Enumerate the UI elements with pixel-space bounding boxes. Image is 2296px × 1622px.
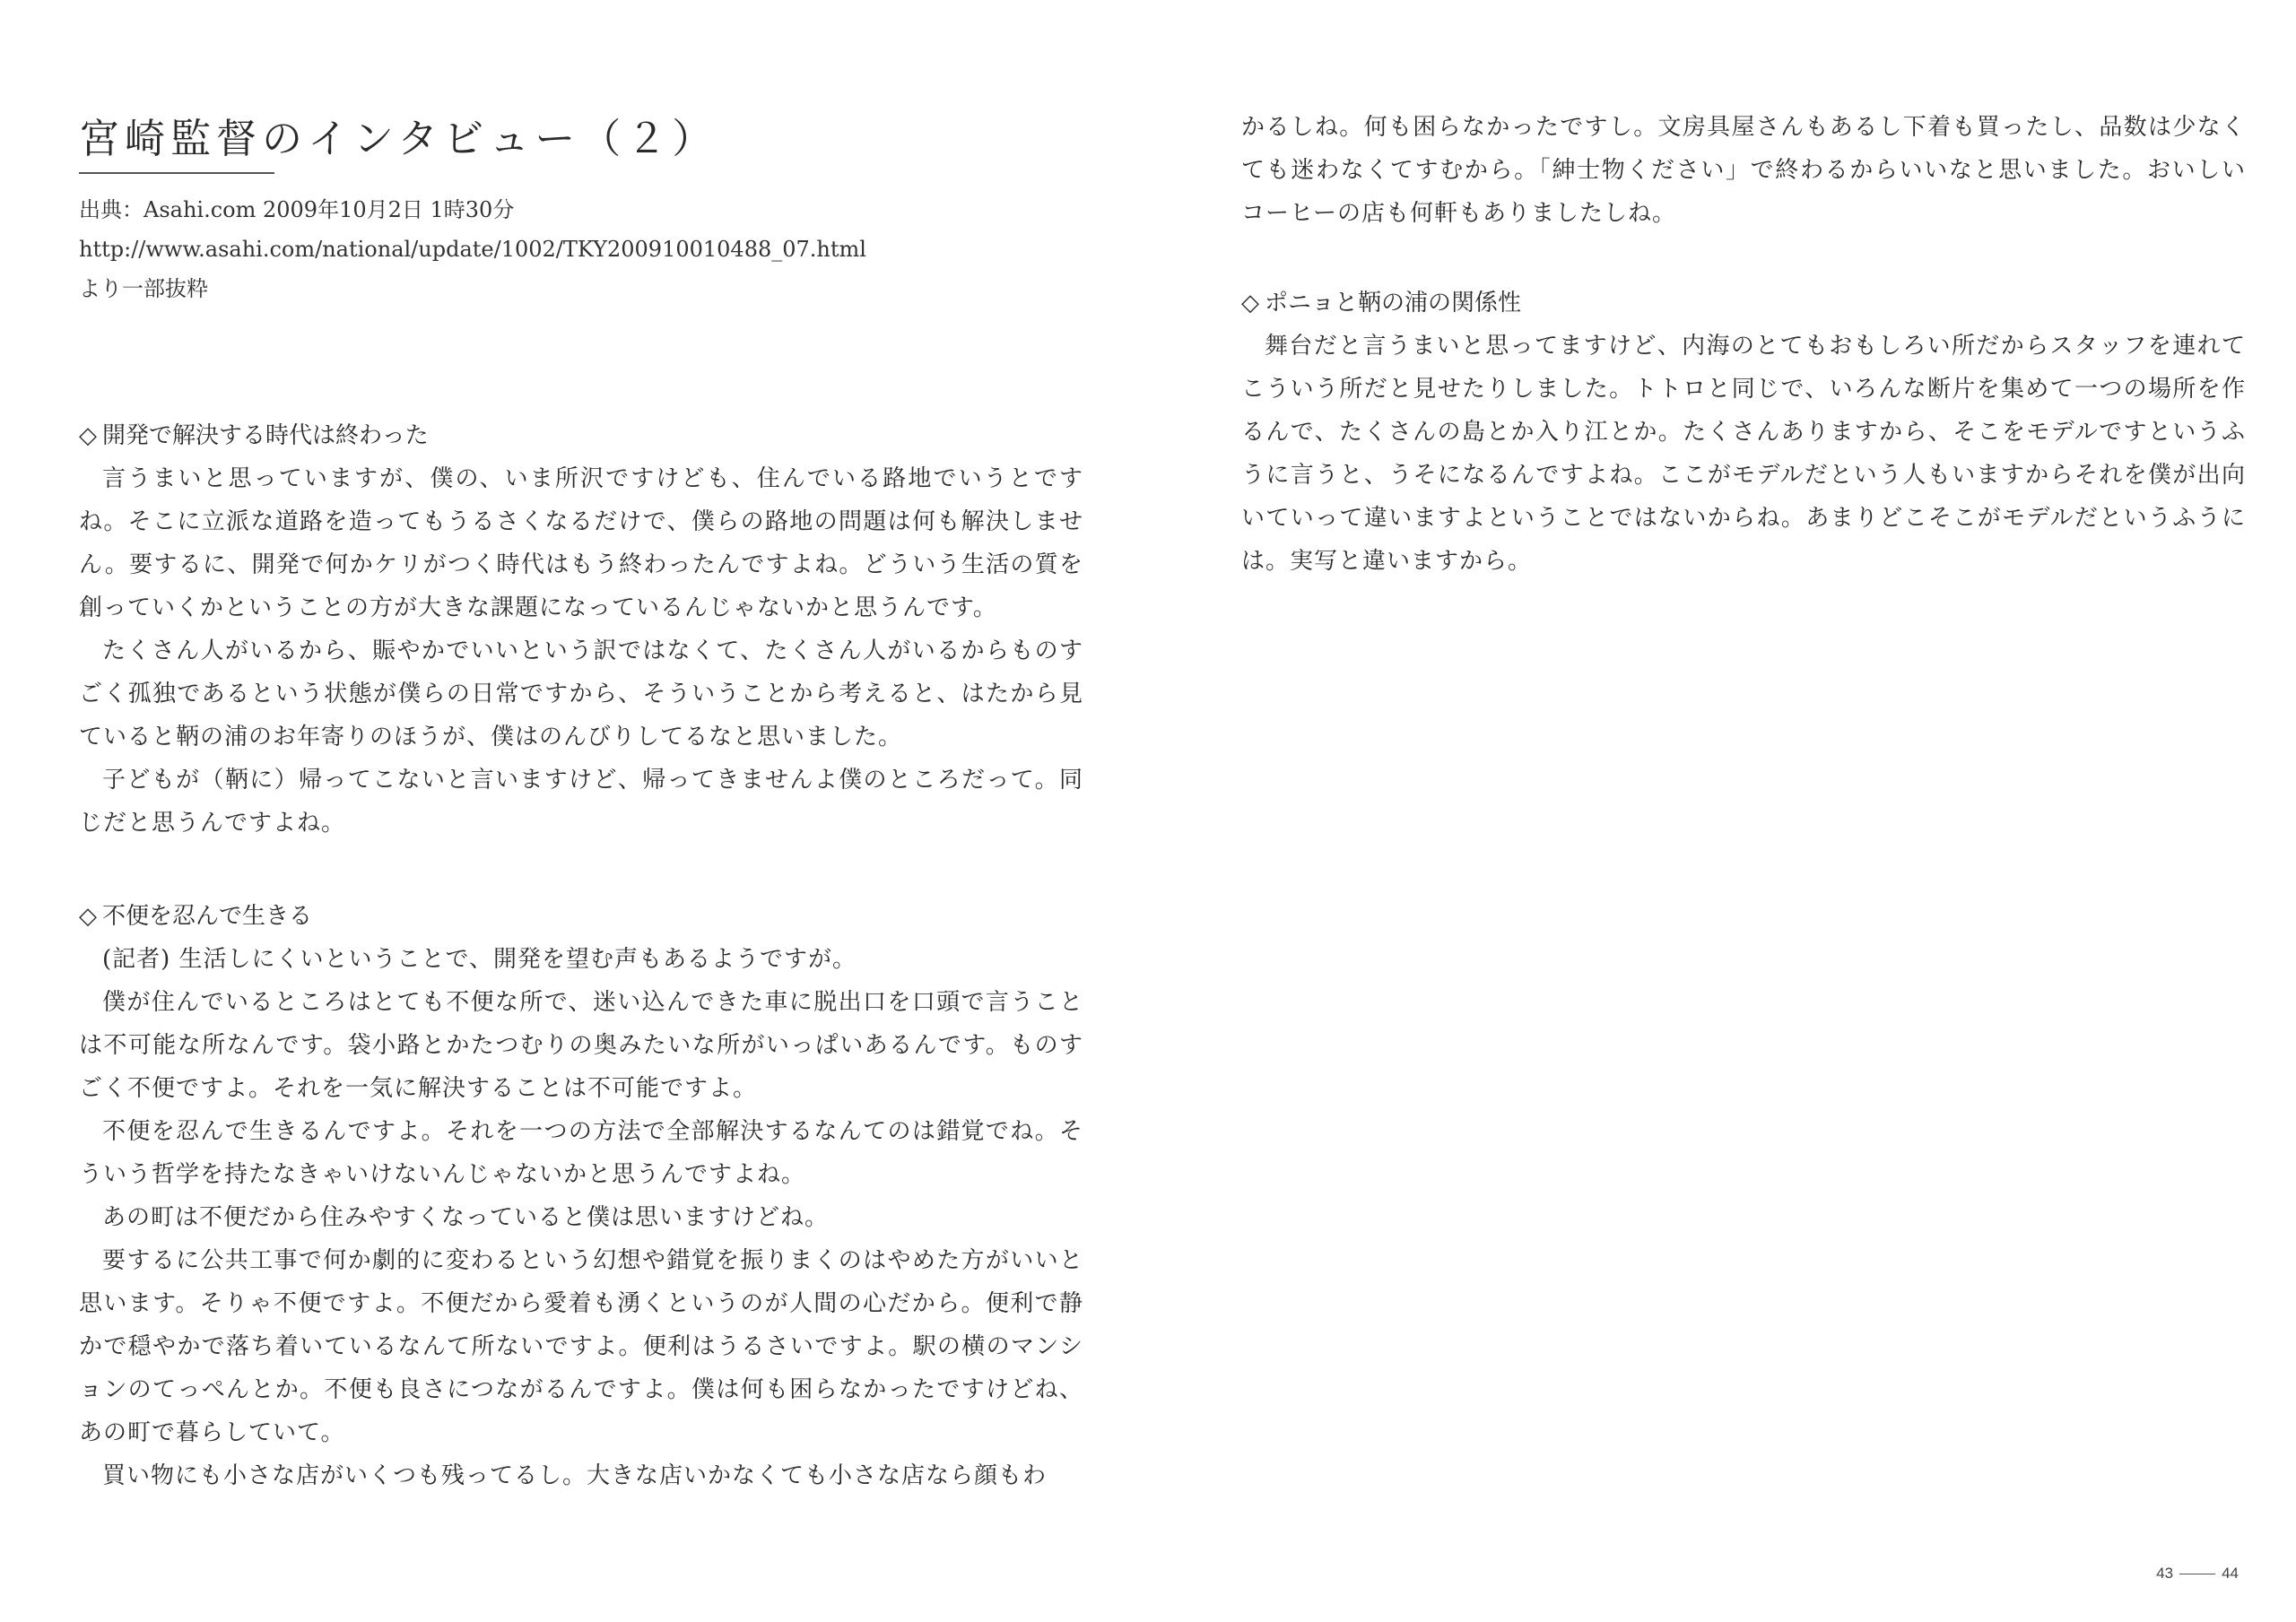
paragraph: 買い物にも小さな店がいくつも残ってるし。大きな店いかなくても小さな店なら顔もわ [102,1462,1048,1489]
section-heading [79,895,1083,938]
source-citation [79,190,1083,308]
diamond-icon: ◇ [1241,290,1259,317]
paragraph: 舞台だと言うまいと思ってますけど、内海のとてもおもしろい所だからスタッフを連れてこういう所だと見せたりしました。トトロと同じで、いろんな断片を集めて一つの場所を作るんで、たくさんの島とか入り江とか。たくさんありますから、そこをモデルですというふうに言うと、うそになるんですよね。ここがモデルだという人もいますからそれを僕が出向いていって違いますよということではないからね。あまりどこそこがモデルだというふうには。実写と違いますから。 [1241,333,2246,575]
page-number-right: 44 [2222,1565,2239,1582]
right-page [1148,0,2296,1622]
section-heading [79,414,1083,457]
page-numbers [2156,1565,2239,1583]
section-inconvenience [79,895,1083,1497]
title-underline [79,172,274,174]
paragraph: あの町は不便だから住みやすくなっていると僕は思いますけどね。 [102,1204,830,1231]
paragraph: 不便を忍んで生きるんですよ。それを一つの方法で全部解決するなんてのは錯覚でね。そういう哲学を持たなきゃいけないんじゃないかと思うんですよね。 [79,1118,1083,1188]
paragraph: 僕が住んでいるところはとても不便な所で、迷い込んできた車に脱出口を口頭で言うことは不可能な所なんです。袋小路とかたつむりの奥みたいな所がいっぱいあるんです。ものすごく不便ですよ。それを一気に解決することは不可能ですよ。 [79,989,1083,1102]
paragraph-continuation: かるしね。何も困らなかったですし。文房具屋さんもあるし下着も買ったし、品数は少なくても迷わなくてすむから。「紳士物ください」で終わるからいいなと思いました。おいしいコーヒーの店も何軒もありましたしね。 [1241,114,2246,227]
paragraph: 言うまいと思っていますが、僕の、いま所沢ですけども、住んでいる路地でいうとですね。そこに立派な道路を造ってもうるさくなるだけで、僕らの路地の問題は何も解決しません。要するに、開発で何かケリがつく時代はもう終わったんですよね。どういう生活の質を創っていくかということの方が大きな課題になっているんじゃないかと思うんです。 [79,465,1083,621]
section-development [79,414,1083,845]
section-heading [1241,282,2246,325]
diamond-icon: ◇ [79,903,97,930]
page-title: 宮崎監督のインタビュー（２） [79,115,718,162]
section-heading-text: ポニョと鞆の浦の関係性 [1265,290,1522,317]
section-ponyo [1241,282,2246,583]
source-line-excerpt-note: より一部抜粋 [79,276,208,301]
source-line-url: http://www.asahi.com/national/update/1002/TKY200910010488_07.html [79,237,866,262]
continued-text [1241,106,2246,235]
paragraph: たくさん人がいるから、賑やかでいいという訳ではなくて、たくさん人がいるからものすごく孤独であるという状態が僕らの日常ですから、そういうことから考えると、はたから見ていると鞆の浦のお年寄りのほうが、僕はのんびりしてるなと思いました。 [79,638,1083,750]
page-number-left: 43 [2156,1565,2174,1582]
paragraph: 要するに公共工事で何か劇的に変わるという幻想や錯覚を振りまくのはやめた方がいいと思います。そりゃ不便ですよ。不便だから愛着も湧くというのが人間の心だから。便利で静かで穏やかで落ち着いているなんて所ないですよ。便利はうるさいですよ。駅の横のマンションのてっぺんとか。不便も良さにつながるんですよ。僕は何も困らなかったですけどね、あの町で暮らしていて。 [79,1247,1083,1446]
section-heading-text: 開発で解決する時代は終わった [102,422,429,449]
paragraph: 子どもが（鞆に）帰ってこないと言いますけど、帰ってきませんよ僕のところだって。同じだと思うんですよね。 [79,767,1083,837]
section-heading-text: 不便を忍んで生きる [102,903,313,930]
paragraph-reporter-question: (記者) 生活しにくいということで、開発を望む声もあるようですが。 [102,946,857,973]
source-line-publication: 出典：Asahi.com 2009年10月2日 1時30分 [79,197,515,222]
diamond-icon: ◇ [79,422,97,449]
